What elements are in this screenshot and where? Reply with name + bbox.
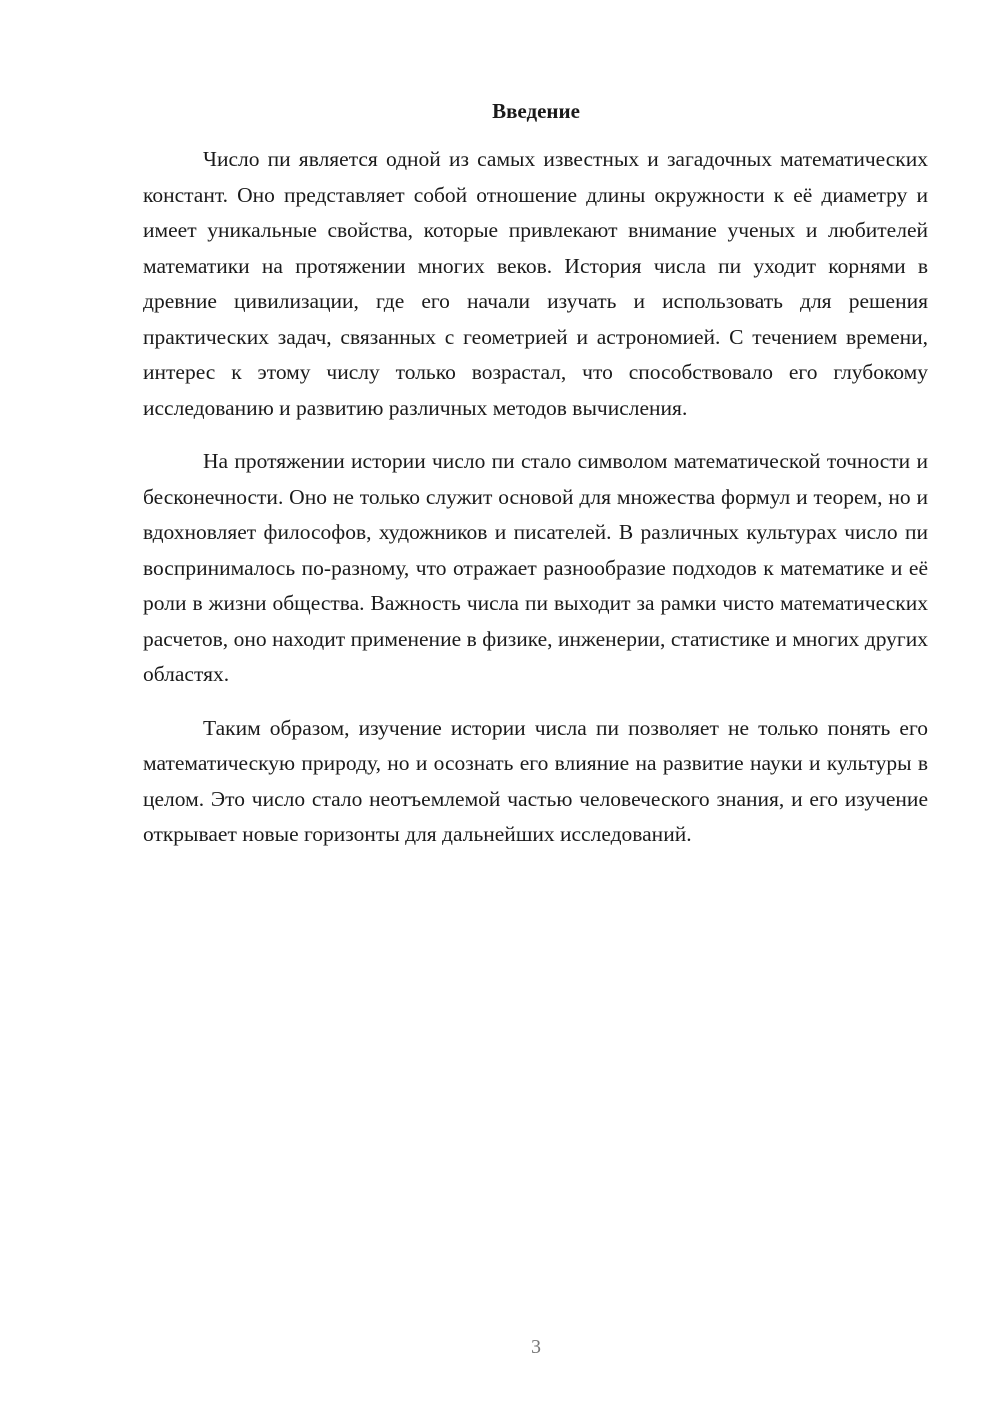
body-text — [143, 142, 928, 871]
paragraph-2: На протяжении истории число пи стало символом математической точности и бесконечности. Оно не только служит основой для множества формул и теорем, но и вдохновляет философов, художников и писателей. В различных культурах число пи воспринималось по-разному, что отражает разнообразие подходов к математике и её роли в жизни общества. Важность числа пи выходит за рамки чисто математических расчетов, оно находит применение в физике, инженерии, статистике и многих других областях. — [143, 449, 928, 686]
page-number: 3 — [531, 1336, 541, 1358]
paragraph-1: Число пи является одной из самых известных и загадочных математических констант. Оно представляет собой отношение длины окружности к её диаметру и имеет уникальные свойства, которые привлекают внимание ученых и любителей математики на протяжении многих веков. История числа пи уходит корнями в древние цивилизации, где его начали изучать и использовать для решения практических задач, связанных с геометрией и астрономией. С течением времени, интерес к этому числу только возрастал, что способствовало его глубокому исследованию и развитию различных методов вычисления. — [143, 147, 928, 420]
section-heading: Введение — [492, 99, 580, 123]
paragraph-3: Таким образом, изучение истории числа пи позволяет не только понять его математическую природу, но и осознать его влияние на развитие науки и культуры в целом. Это число стало неотъемлемой частью человеческого знания, и его изучение открывает новые горизонты для дальнейших исследований. — [143, 715, 928, 846]
